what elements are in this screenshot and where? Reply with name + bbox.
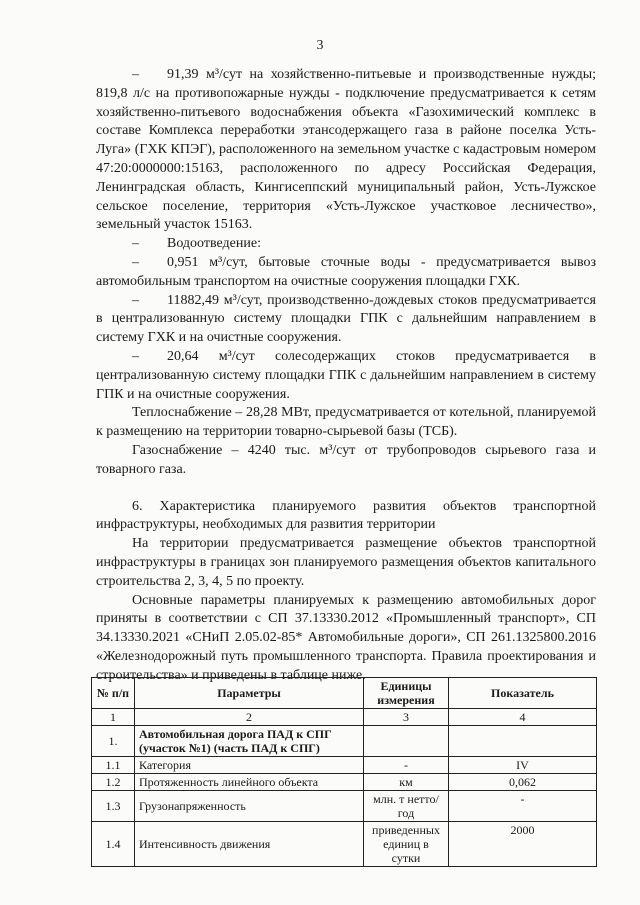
row-param: Протяженность линейного объекта	[135, 774, 364, 791]
section-heading-transport: 6. Характеристика планируемого развития объектов транспортной инфраструктуры, необходимых для развития территории	[96, 498, 596, 533]
paragraph-household-wastewater: – 0,951 м³/сут, бытовые сточные воды - предусматривается вывоз автомобильным транспортом на очистные сооружения площадки ГХК.	[96, 254, 596, 289]
table-section-row	[92, 726, 597, 757]
table-row	[92, 774, 597, 791]
row-value: IV	[449, 757, 597, 774]
col-number: 4	[449, 709, 597, 726]
road-parameters-table	[91, 677, 597, 867]
col-number: 1	[92, 709, 135, 726]
row-num: 1.2	[92, 774, 135, 791]
row-value: -	[449, 791, 597, 822]
row-num: 1.4	[92, 822, 135, 867]
paragraph-saline-wastewater: – 20,64 м³/сут солесодержащих стоков предусматривается в централизованную систему площадки ГПК с дальнейшим направлением в систему ГПК и на очистные сооружения.	[96, 348, 596, 402]
row-num: 1.1	[92, 757, 135, 774]
document-body	[96, 66, 596, 686]
paragraph-gas-supply: Газоснабжение – 4240 тыс. м³/сут от трубопроводов сырьевого газа и товарного газа.	[96, 442, 596, 477]
row-unit: млн. т нетто/год	[364, 791, 449, 822]
header-param: Параметры	[135, 678, 364, 709]
row-param: Интенсивность движения	[135, 822, 364, 867]
row-unit: -	[364, 757, 449, 774]
header-num: № п/п	[92, 678, 135, 709]
row-value: 2000	[449, 822, 597, 867]
paragraph-transport-placement: На территории предусматривается размещение объектов транспортной инфраструктуры в границах зон планируемого размещения объектов капитального строительства 2, 3, 4, 5 по проекту.	[96, 536, 596, 589]
page-number: 3	[316, 38, 324, 53]
row-unit: км	[364, 774, 449, 791]
table-row	[92, 757, 597, 774]
row-unit: приведенных единиц в сутки	[364, 822, 449, 867]
table-column-numbers-row	[92, 709, 597, 726]
paragraph-road-parameters: Основные параметры планируемых к размещению автомобильных дорог приняты в соответствии с СП 37.13330.2012 «Промышленный транспорт», СП 34.13330.2021 «СНиП 2.05.02-85* Автомобильные дороги», СП 261.1325800.2016 «Железнодорожный путь промышленного транспорта. Правила проектирования и строительства» и приведены в таблице ниже.	[96, 592, 596, 683]
section-num: 1.	[92, 726, 135, 757]
row-value: 0,062	[449, 774, 597, 791]
table-row	[92, 791, 597, 822]
col-number: 2	[135, 709, 364, 726]
row-param: Категория	[135, 757, 364, 774]
row-num: 1.3	[92, 791, 135, 822]
col-number: 3	[364, 709, 449, 726]
paragraph-heat-supply: Теплоснабжение – 28,28 МВт, предусматривается от котельной, планируемой к размещению на территории товарно-сырьевой базы (ТСБ).	[96, 405, 596, 440]
row-param: Грузонапряженность	[135, 791, 364, 822]
paragraph-water-supply: – 91,39 м³/сут на хозяйственно-питьевые и производственные нужды; 819,8 л/с на противопожарные нужды - подключение предусматривается к сетям хозяйственно-питьевого водоснабжения объекта «Газохимический комплекс в составе Комплекса переработки этансодержащего газа в районе поселка Усть-Луга» (ГХК КПЭГ), расположенного на земельном участке с кадастровым номером 47:20:0000000:15163, расположенного по адресу Российская Федерация, Ленинградская область, Кингисеппский муниципальный район, Усть-Лужское сельское поселение, территория «Усть-Лужское участковое лесничество», земельный участок 15163.	[96, 67, 596, 233]
section-title: Автомобильная дорога ПАД к СПГ (участок №1) (часть ПАД к СПГ)	[135, 726, 364, 757]
table-header-row	[92, 678, 597, 709]
header-value: Показатель	[449, 678, 597, 709]
table-row	[92, 822, 597, 867]
header-unit: Единицы измерения	[364, 678, 449, 709]
paragraph-storm-wastewater: – 11882,49 м³/сут, производственно-дождевых стоков предусматривается в централизованную систему площадки ГПК с дальнейшим направлением в систему ГХК и на очистные сооружения.	[96, 292, 596, 346]
paragraph-drainage-heading: – Водоотведение:	[132, 236, 261, 252]
